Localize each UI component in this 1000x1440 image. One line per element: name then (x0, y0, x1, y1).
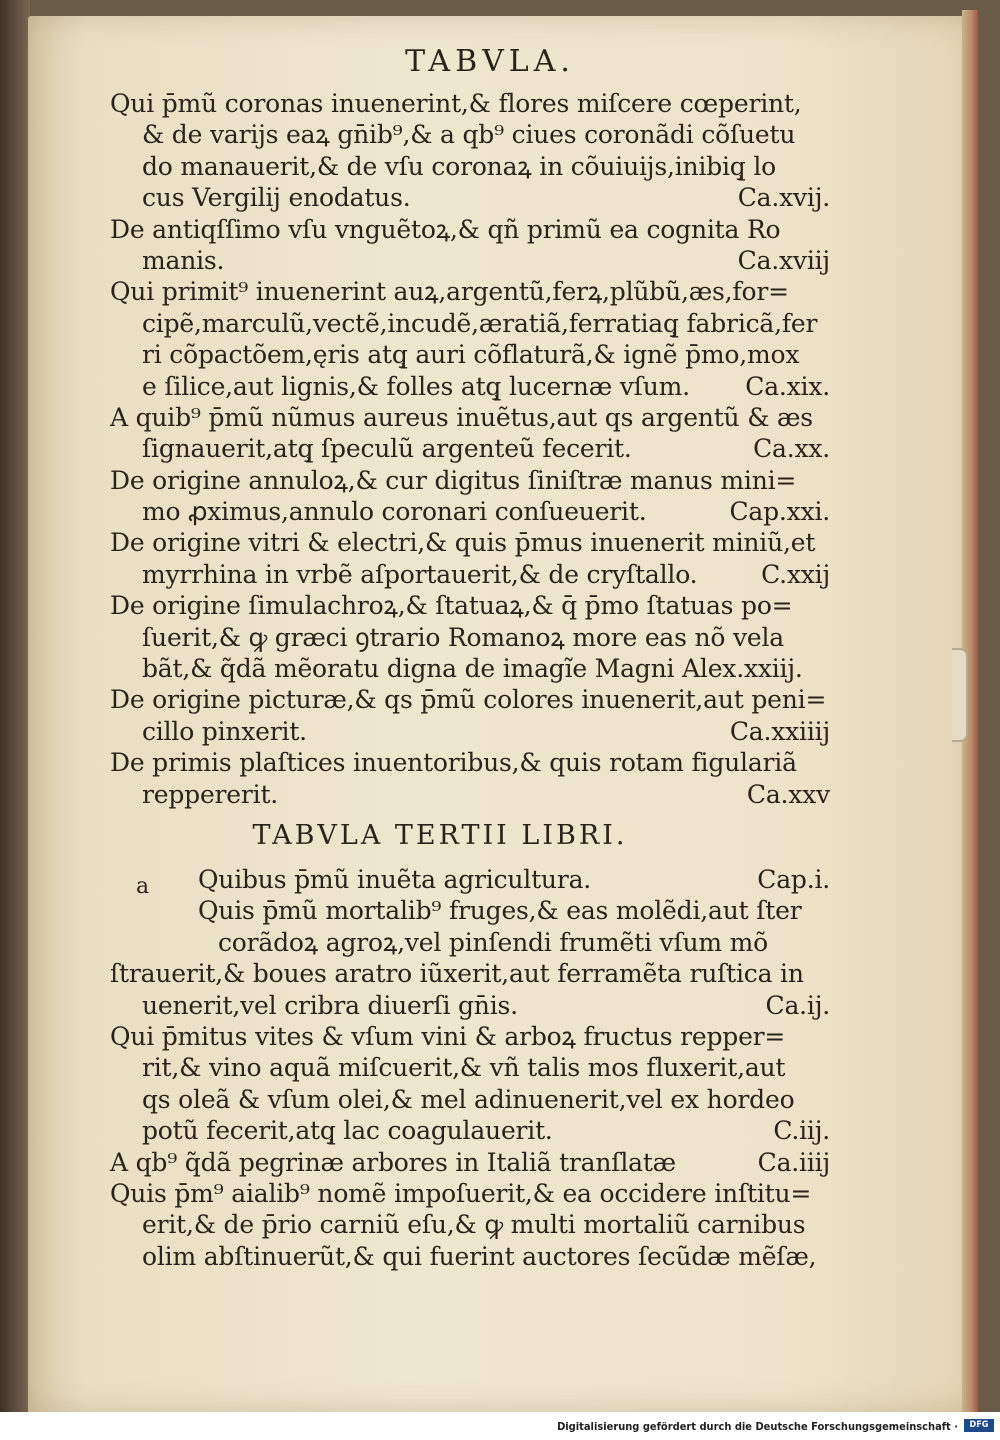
section-subtitle: TABVLA TERTII LIBRI. (252, 819, 628, 851)
toc-line (110, 779, 830, 810)
toc-entry-text: uenerit,vel cribra diuerſi gn̄is. (142, 990, 518, 1020)
toc-entry-text: De origine picturæ,& qs p̄mũ colores inuenerit,aut peni= (110, 685, 827, 715)
page-tab-marker (952, 648, 968, 742)
toc-entry-text: myrrhina in vrbẽ aſportauerit,& de cryſtallo. (142, 559, 698, 589)
chapter-reference: Ca.iiij (757, 1147, 830, 1177)
chapter-reference: C.xxij (761, 559, 830, 589)
toc-entry-text: corãdoꝝ agroꝝ,vel pinſendi frumẽti vſum mõ (218, 927, 769, 957)
toc-entry-text: rit,& vino aquã miſcuerit,& vñ talis mos fluxerit,aut (142, 1053, 786, 1083)
toc-entry-text: cipẽ,marculũ,vectẽ,incudẽ,æratiã,ferratiaq̧ fabricã,fer (142, 308, 818, 338)
toc-entry-text: ſignauerit,atq̧ ſpeculũ argenteũ fecerit. (142, 434, 632, 464)
toc-entry-text: do manauerit,& de vſu coronaꝝ in cõuiuijs,inibiq̧ lo (142, 151, 776, 181)
toc-line (110, 927, 830, 958)
toc-line (110, 1147, 830, 1178)
toc-entry-text: ſtrauerit,& boues aratro iũxerit,aut ferramẽta ruſtica in (110, 959, 804, 989)
chapter-reference: Ca.xxiiij (729, 716, 830, 746)
toc-entry-text: De origine ſimulachroꝝ,& ſtatuaꝝ,& q̄ p̄mo ſtatuas po= (110, 591, 793, 621)
toc-line (110, 88, 830, 119)
toc-entry-text: Quis p̄m⁹ aialib⁹ nomẽ impoſuerit,& ea occidere inſtitu= (110, 1178, 812, 1208)
toc-entry-text: bãt,& q̃dã mẽoratu digna de imagĩe Magni Alex.xxiij. (142, 654, 803, 684)
toc-entry-text: Qui primit⁹ inuenerint auꝝ,argentũ,ferꝝ,plũbũ,æs,for= (110, 277, 789, 307)
toc-line (110, 716, 830, 747)
page-text (110, 46, 830, 1272)
toc-entry-text: manis. (142, 245, 225, 275)
toc-line (110, 151, 830, 182)
toc-entry-text: Quis p̄mũ mortalib⁹ fruges,& eas molẽdi,aut ſter (198, 896, 802, 926)
toc-entry-text: mo ꝓximus,annulo coronari conſueuerit. (142, 497, 647, 527)
toc-line (110, 684, 830, 715)
chapter-reference: Ca.xix. (745, 371, 830, 401)
toc-entry-text: cillo pinxerit. (142, 716, 307, 746)
toc-entry-text: erit,& de p̄rio carniũ eſu,& ꝙ multi mortaliũ carnibus (142, 1210, 806, 1240)
toc-entry-text: olim abſtinuerũt,& qui fuerint auctores ſecũdæ mẽſæ, (142, 1241, 817, 1271)
toc-line (110, 1115, 830, 1146)
table-of-contents-part-2 (110, 864, 830, 1272)
chapter-reference: Ca.ij. (765, 990, 830, 1020)
table-of-contents-part-1 (110, 88, 830, 810)
toc-line (110, 1021, 830, 1052)
toc-line (110, 1178, 830, 1209)
toc-entry-text: A quib⁹ p̄mũ nũmus aureus inuẽtus,aut qs argentũ & æs (110, 402, 813, 432)
toc-line (110, 1241, 830, 1272)
toc-line (110, 371, 830, 402)
book-gutter (0, 0, 30, 1412)
dfg-logo: DFG (964, 1419, 994, 1432)
toc-line (110, 276, 830, 307)
toc-line (110, 308, 830, 339)
chapter-reference: Ca.xx. (753, 434, 830, 464)
toc-entry-text: qs oleã & vſum olei,& mel adinuenerit,vel ex hordeo (142, 1084, 795, 1114)
chapter-reference: Cap.xxi. (729, 497, 830, 527)
toc-line (110, 214, 830, 245)
toc-line (110, 119, 830, 150)
toc-entry-text: A qb⁹ q̃dã pegrinæ arbores in Italiã tranſlatæ (110, 1147, 676, 1177)
toc-line (110, 1084, 830, 1115)
toc-entry-text: Qui p̄mũ coronas inuenerint,& flores miſcere cœperint, (110, 89, 802, 118)
chapter-reference: C.iij. (773, 1116, 830, 1146)
footer-bar (0, 1412, 1000, 1440)
toc-line (110, 402, 830, 433)
toc-line (110, 245, 830, 276)
toc-entry-text: De primis plaſtices inuentoribus,& quis rotam figulariã (110, 748, 797, 778)
toc-line (110, 590, 830, 621)
chapter-reference: Ca.xxv (746, 779, 830, 809)
toc-entry-text: reppererit. (142, 779, 279, 809)
toc-line (110, 622, 830, 653)
toc-line (110, 1052, 830, 1083)
funding-credit: Digitalisierung gefördert durch die Deutsche Forschungsgemeinschaft · (557, 1420, 958, 1433)
toc-line (110, 895, 830, 926)
toc-line (110, 182, 830, 213)
toc-entry-text: ri cõpactõem,ęris atq̧ auri cõflaturã,& ignẽ p̄mo,mox (142, 340, 800, 370)
toc-line (110, 864, 830, 895)
toc-entry-text: potũ fecerit,atq̧ lac coagulauerit. (142, 1116, 553, 1146)
chapter-reference: Cap.i. (757, 864, 830, 894)
toc-entry-text: De origine vitri & electri,& quis p̄mus inuenerit miniũ,et (110, 528, 816, 558)
toc-entry-text: ſuerit,& ꝙ græci ꝯtrario Romanoꝝ more eas nõ vela (142, 622, 785, 652)
margin-letter: a (136, 874, 150, 899)
toc-line (110, 559, 830, 590)
toc-entry-text: De origine annuloꝝ,& cur digitus ſiniſtræ manus mini= (110, 465, 797, 495)
toc-entry-text: De antiqſſimo vſu vnguẽtoꝝ,& qñ primũ ea cognita Ro (110, 214, 781, 244)
toc-line (110, 1209, 830, 1240)
toc-entry-text: e ſilice,aut lignis,& folles atq̧ lucernæ vſum. (142, 371, 690, 401)
toc-line (110, 496, 830, 527)
toc-entry-text: Quibus p̄mũ inuẽta agricultura. (198, 864, 592, 894)
toc-line (110, 433, 830, 464)
chapter-reference: Ca.xviij (737, 245, 830, 275)
toc-line (110, 339, 830, 370)
toc-entry-text: & de varijs eaꝝ gn̄ib⁹,& a qb⁹ ciues coronãdi cõſuetu (142, 120, 796, 150)
toc-line (110, 958, 830, 989)
page-title: TABVLA. (405, 44, 575, 79)
chapter-reference: Ca.xvij. (737, 183, 830, 213)
toc-line (110, 990, 830, 1021)
toc-entry-text: cus Vergilij enodatus. (142, 183, 411, 213)
toc-line (110, 653, 830, 684)
toc-line (110, 465, 830, 496)
toc-entry-text: Qui p̄mitus vites & vſum vini & arboꝝ fructus repper= (110, 1021, 786, 1051)
toc-line (110, 747, 830, 778)
toc-line (110, 527, 830, 558)
